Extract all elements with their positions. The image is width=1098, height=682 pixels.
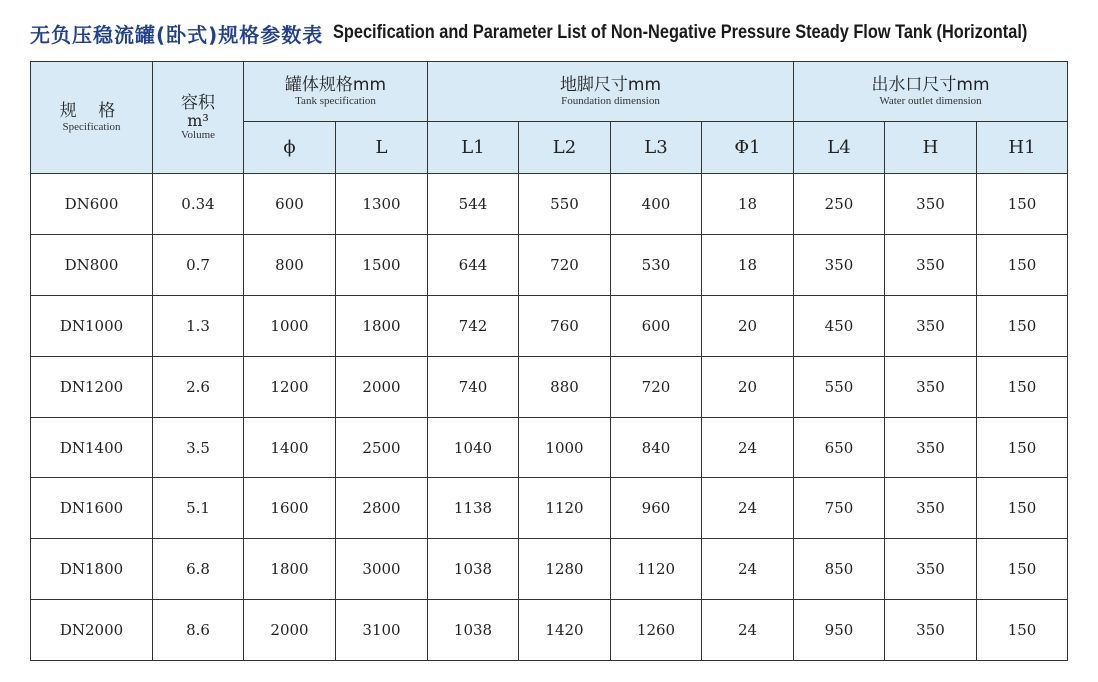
cell-l1: 1038 xyxy=(428,600,519,661)
header-volume-cn: 容积 xyxy=(181,93,215,113)
cell-l: 1300 xyxy=(336,174,428,235)
table-body xyxy=(31,174,1068,661)
cell-phi: 1600 xyxy=(244,478,336,539)
cell-phi1: 24 xyxy=(702,478,794,539)
cell-volume: 6.8 xyxy=(153,539,244,600)
cell-spec: DN2000 xyxy=(31,600,153,661)
cell-volume: 0.34 xyxy=(153,174,244,235)
cell-l4: 350 xyxy=(794,234,885,295)
header-volume-en: Volume xyxy=(180,129,216,141)
cell-l3: 720 xyxy=(611,356,702,417)
cell-l: 3100 xyxy=(336,600,428,661)
cell-spec: DN1600 xyxy=(31,478,153,539)
cell-phi1: 24 xyxy=(702,539,794,600)
cell-l3: 1120 xyxy=(611,539,702,600)
cell-spec: DN600 xyxy=(31,174,153,235)
table-row xyxy=(31,356,1068,417)
cell-l1: 644 xyxy=(428,234,519,295)
header-tank-spec xyxy=(244,62,428,122)
subheader-l2: L2 xyxy=(519,122,611,174)
cell-h1: 150 xyxy=(977,356,1068,417)
cell-h1: 150 xyxy=(977,234,1068,295)
cell-phi: 1200 xyxy=(244,356,336,417)
cell-l2: 1280 xyxy=(519,539,611,600)
header-foundation xyxy=(428,62,794,122)
cell-spec: DN1200 xyxy=(31,356,153,417)
cell-h1: 150 xyxy=(977,295,1068,356)
table-row xyxy=(31,417,1068,478)
cell-phi1: 20 xyxy=(702,295,794,356)
cell-l3: 600 xyxy=(611,295,702,356)
subheader-l: L xyxy=(336,122,428,174)
cell-volume: 3.5 xyxy=(153,417,244,478)
subheader-l4: L4 xyxy=(794,122,885,174)
table-row xyxy=(31,295,1068,356)
header-water-outlet xyxy=(794,62,1068,122)
subheader-h: H xyxy=(885,122,977,174)
cell-l2: 550 xyxy=(519,174,611,235)
header-volume xyxy=(153,62,244,174)
cell-l3: 530 xyxy=(611,234,702,295)
cell-l: 2800 xyxy=(336,478,428,539)
cell-volume: 8.6 xyxy=(153,600,244,661)
cell-l: 1500 xyxy=(336,234,428,295)
header-tank-en: Tank specification xyxy=(295,95,376,107)
title-english: Specification and Parameter List of Non-Negative Pressure Steady Flow Tank (Horizontal) xyxy=(333,22,1028,43)
cell-l1: 1038 xyxy=(428,539,519,600)
cell-spec: DN800 xyxy=(31,234,153,295)
cell-l1: 1040 xyxy=(428,417,519,478)
cell-phi: 1400 xyxy=(244,417,336,478)
cell-l: 2000 xyxy=(336,356,428,417)
cell-l2: 1120 xyxy=(519,478,611,539)
title-bar xyxy=(30,16,1075,50)
cell-volume: 1.3 xyxy=(153,295,244,356)
cell-phi: 800 xyxy=(244,234,336,295)
header-outlet-en: Water outlet dimension xyxy=(879,95,982,107)
subheader-l3: L3 xyxy=(611,122,702,174)
cell-l2: 880 xyxy=(519,356,611,417)
cell-l4: 850 xyxy=(794,539,885,600)
cell-l1: 544 xyxy=(428,174,519,235)
header-foundation-cn: 地脚尺寸mm xyxy=(559,75,662,95)
cell-l: 1800 xyxy=(336,295,428,356)
cell-l1: 742 xyxy=(428,295,519,356)
cell-phi: 600 xyxy=(244,174,336,235)
cell-l1: 740 xyxy=(428,356,519,417)
table-row xyxy=(31,539,1068,600)
title-chinese: 无负压稳流罐(卧式)规格参数表 xyxy=(30,22,324,47)
cell-volume: 5.1 xyxy=(153,478,244,539)
subheader-l1: L1 xyxy=(428,122,519,174)
cell-l4: 650 xyxy=(794,417,885,478)
cell-phi1: 18 xyxy=(702,174,794,235)
cell-l3: 1260 xyxy=(611,600,702,661)
cell-l2: 1420 xyxy=(519,600,611,661)
cell-phi1: 20 xyxy=(702,356,794,417)
cell-h1: 150 xyxy=(977,417,1068,478)
cell-phi: 1000 xyxy=(244,295,336,356)
table-row xyxy=(31,174,1068,235)
spec-table xyxy=(30,61,1068,661)
cell-h1: 150 xyxy=(977,539,1068,600)
cell-phi1: 24 xyxy=(702,600,794,661)
cell-spec: DN1400 xyxy=(31,417,153,478)
cell-volume: 2.6 xyxy=(153,356,244,417)
cell-h: 350 xyxy=(885,478,977,539)
cell-spec: DN1000 xyxy=(31,295,153,356)
cell-h1: 150 xyxy=(977,478,1068,539)
header-foundation-en: Foundation dimension xyxy=(561,95,660,107)
header-tank-cn: 罐体规格mm xyxy=(284,75,387,95)
cell-l4: 750 xyxy=(794,478,885,539)
cell-h: 350 xyxy=(885,600,977,661)
table-row xyxy=(31,600,1068,661)
header-spec-cn: 规 格 xyxy=(59,101,124,121)
cell-l: 3000 xyxy=(336,539,428,600)
subheader-phi1: Φ1 xyxy=(702,122,794,174)
cell-spec: DN1800 xyxy=(31,539,153,600)
cell-l3: 840 xyxy=(611,417,702,478)
cell-l1: 1138 xyxy=(428,478,519,539)
cell-l4: 450 xyxy=(794,295,885,356)
table-row xyxy=(31,234,1068,295)
cell-l2: 760 xyxy=(519,295,611,356)
cell-l: 2500 xyxy=(336,417,428,478)
table-row xyxy=(31,478,1068,539)
cell-l3: 400 xyxy=(611,174,702,235)
header-volume-unit: m³ xyxy=(187,111,209,130)
cell-phi1: 18 xyxy=(702,234,794,295)
cell-phi1: 24 xyxy=(702,417,794,478)
header-outlet-cn: 出水口尺寸mm xyxy=(871,75,990,95)
cell-h: 350 xyxy=(885,539,977,600)
cell-l4: 950 xyxy=(794,600,885,661)
subheader-phi: ϕ xyxy=(244,122,336,174)
cell-phi: 2000 xyxy=(244,600,336,661)
cell-phi: 1800 xyxy=(244,539,336,600)
cell-volume: 0.7 xyxy=(153,234,244,295)
cell-l2: 720 xyxy=(519,234,611,295)
cell-h: 350 xyxy=(885,295,977,356)
cell-l4: 550 xyxy=(794,356,885,417)
cell-l4: 250 xyxy=(794,174,885,235)
cell-h: 350 xyxy=(885,417,977,478)
subheader-h1: H1 xyxy=(977,122,1068,174)
header-specification xyxy=(31,62,153,174)
header-spec-en: Specification xyxy=(62,121,121,133)
cell-l3: 960 xyxy=(611,478,702,539)
cell-l2: 1000 xyxy=(519,417,611,478)
cell-h1: 150 xyxy=(977,600,1068,661)
cell-h: 350 xyxy=(885,174,977,235)
cell-h1: 150 xyxy=(977,174,1068,235)
cell-h: 350 xyxy=(885,234,977,295)
cell-h: 350 xyxy=(885,356,977,417)
